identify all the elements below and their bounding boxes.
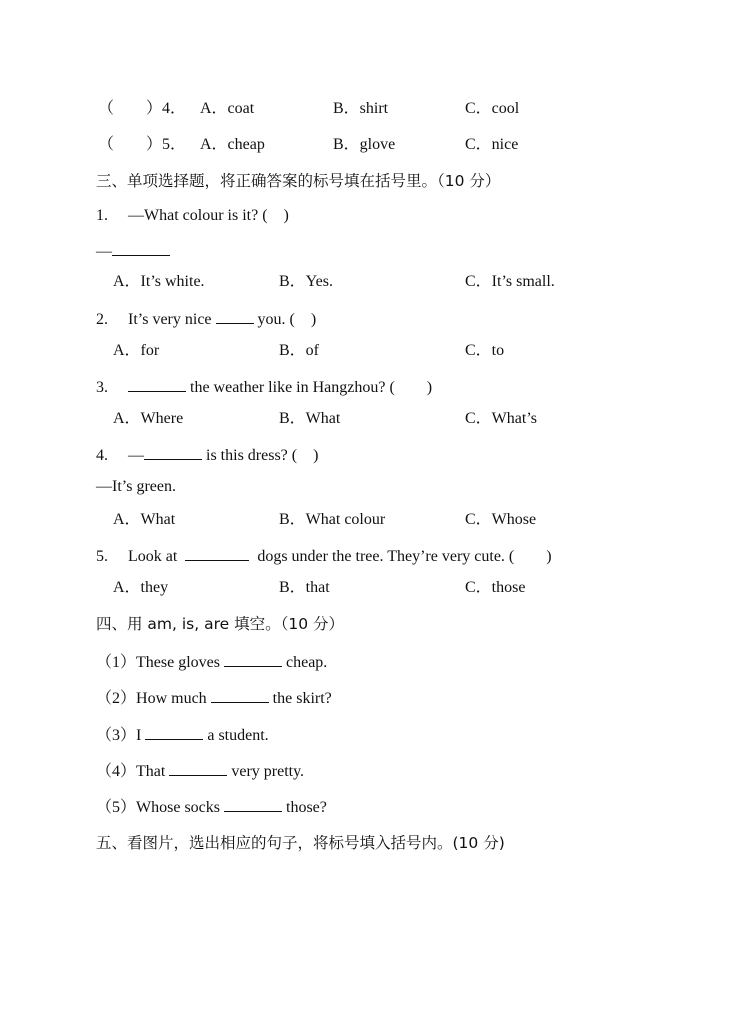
- option-b: B．Yes.: [279, 273, 333, 290]
- answer-blank[interactable]: [144, 444, 202, 460]
- answer-blank[interactable]: [211, 687, 269, 703]
- option-c: C．those: [465, 579, 526, 596]
- item-text-after: those?: [282, 799, 327, 816]
- option-a: A．What: [113, 511, 176, 528]
- question-text-after: dogs under the tree. They’re very cute. ( ): [253, 548, 552, 565]
- fill-item: [96, 687, 332, 709]
- fill-item: [96, 651, 327, 673]
- option-a: A．coat: [200, 100, 255, 117]
- answer-blank[interactable]: [224, 796, 282, 812]
- option-b: B．of: [279, 342, 320, 359]
- question-prefix: （ ）5．: [98, 136, 187, 153]
- option-a: A．Where: [113, 410, 184, 427]
- option-b: B．shirt: [333, 100, 389, 117]
- fill-item: [96, 760, 304, 782]
- option-b: B．What colour: [279, 511, 386, 528]
- item-label: （4）: [96, 763, 137, 780]
- fill-item: [96, 724, 269, 746]
- item-label: （3）: [96, 727, 137, 744]
- question-1: [96, 206, 289, 226]
- item-text-before: These gloves: [136, 654, 224, 671]
- item-text-after: the skirt?: [268, 690, 332, 707]
- question-text-after: the weather like in Hangzhou? ( ): [186, 379, 433, 396]
- question-text-after: you. ( ): [253, 311, 317, 328]
- option-c: C．nice: [465, 136, 519, 153]
- question-5: [96, 545, 552, 567]
- item-label: （2）: [96, 690, 137, 707]
- item-text-before: I: [136, 727, 146, 744]
- section-heading-5: 五、看图片，选出相应的句子，将标号填入括号内。(10 分): [96, 834, 505, 852]
- answer-blank[interactable]: [112, 240, 170, 256]
- question-text-after: is this dress? ( ): [202, 447, 319, 464]
- question-number: 2.: [96, 311, 108, 328]
- answer-blank[interactable]: [216, 308, 254, 324]
- option-b: B．glove: [333, 136, 396, 153]
- question-text-before: It’s very nice: [128, 311, 216, 328]
- option-c: C．to: [465, 342, 505, 359]
- answer-blank[interactable]: [224, 651, 282, 667]
- option-c: C．It’s small.: [465, 273, 555, 290]
- option-a: A．they: [113, 579, 169, 596]
- item-label: （1）: [96, 654, 137, 671]
- fill-item: [96, 796, 327, 818]
- question-4-reply: —It’s green.: [96, 478, 176, 495]
- question-number: 1.: [96, 207, 108, 224]
- answer-blank[interactable]: [169, 760, 227, 776]
- item-label: （5）: [96, 799, 137, 816]
- item-text-after: a student.: [203, 727, 269, 744]
- question-2: [96, 308, 316, 330]
- option-a: A．cheap: [200, 136, 265, 153]
- item-text-before: That: [136, 763, 170, 780]
- question-number: 5.: [96, 548, 108, 565]
- answer-blank[interactable]: [128, 376, 186, 392]
- option-c: C．What’s: [465, 410, 537, 427]
- item-text-before: Whose socks: [136, 799, 224, 816]
- question-text-before: —: [128, 447, 144, 464]
- option-c: C．Whose: [465, 511, 537, 528]
- question-text: —What colour is it? ( ): [128, 207, 289, 224]
- question-number: 4.: [96, 447, 108, 464]
- section-heading-4: 四、用 am, is, are 填空。（10 分）: [96, 615, 345, 633]
- item-text-after: cheap.: [282, 654, 328, 671]
- question-4: [96, 444, 318, 466]
- question-1-reply: [96, 240, 170, 262]
- question-prefix: （ ）4．: [98, 100, 187, 117]
- reply-dash: —: [96, 243, 112, 260]
- option-a: A．for: [113, 342, 160, 359]
- option-a: A．It’s white.: [113, 273, 205, 290]
- option-c: C．cool: [465, 100, 520, 117]
- question-number: 3.: [96, 379, 108, 396]
- item-text-before: How much: [136, 690, 211, 707]
- question-3: [96, 376, 432, 398]
- answer-blank[interactable]: [185, 545, 249, 561]
- answer-blank[interactable]: [145, 724, 203, 740]
- section-heading-3: 三、单项选择题，将正确答案的标号填在括号里。（10 分）: [96, 172, 501, 190]
- option-b: B．What: [279, 410, 341, 427]
- option-b: B．that: [279, 579, 330, 596]
- item-text-after: very pretty.: [227, 763, 305, 780]
- question-text-before: Look at: [128, 548, 182, 565]
